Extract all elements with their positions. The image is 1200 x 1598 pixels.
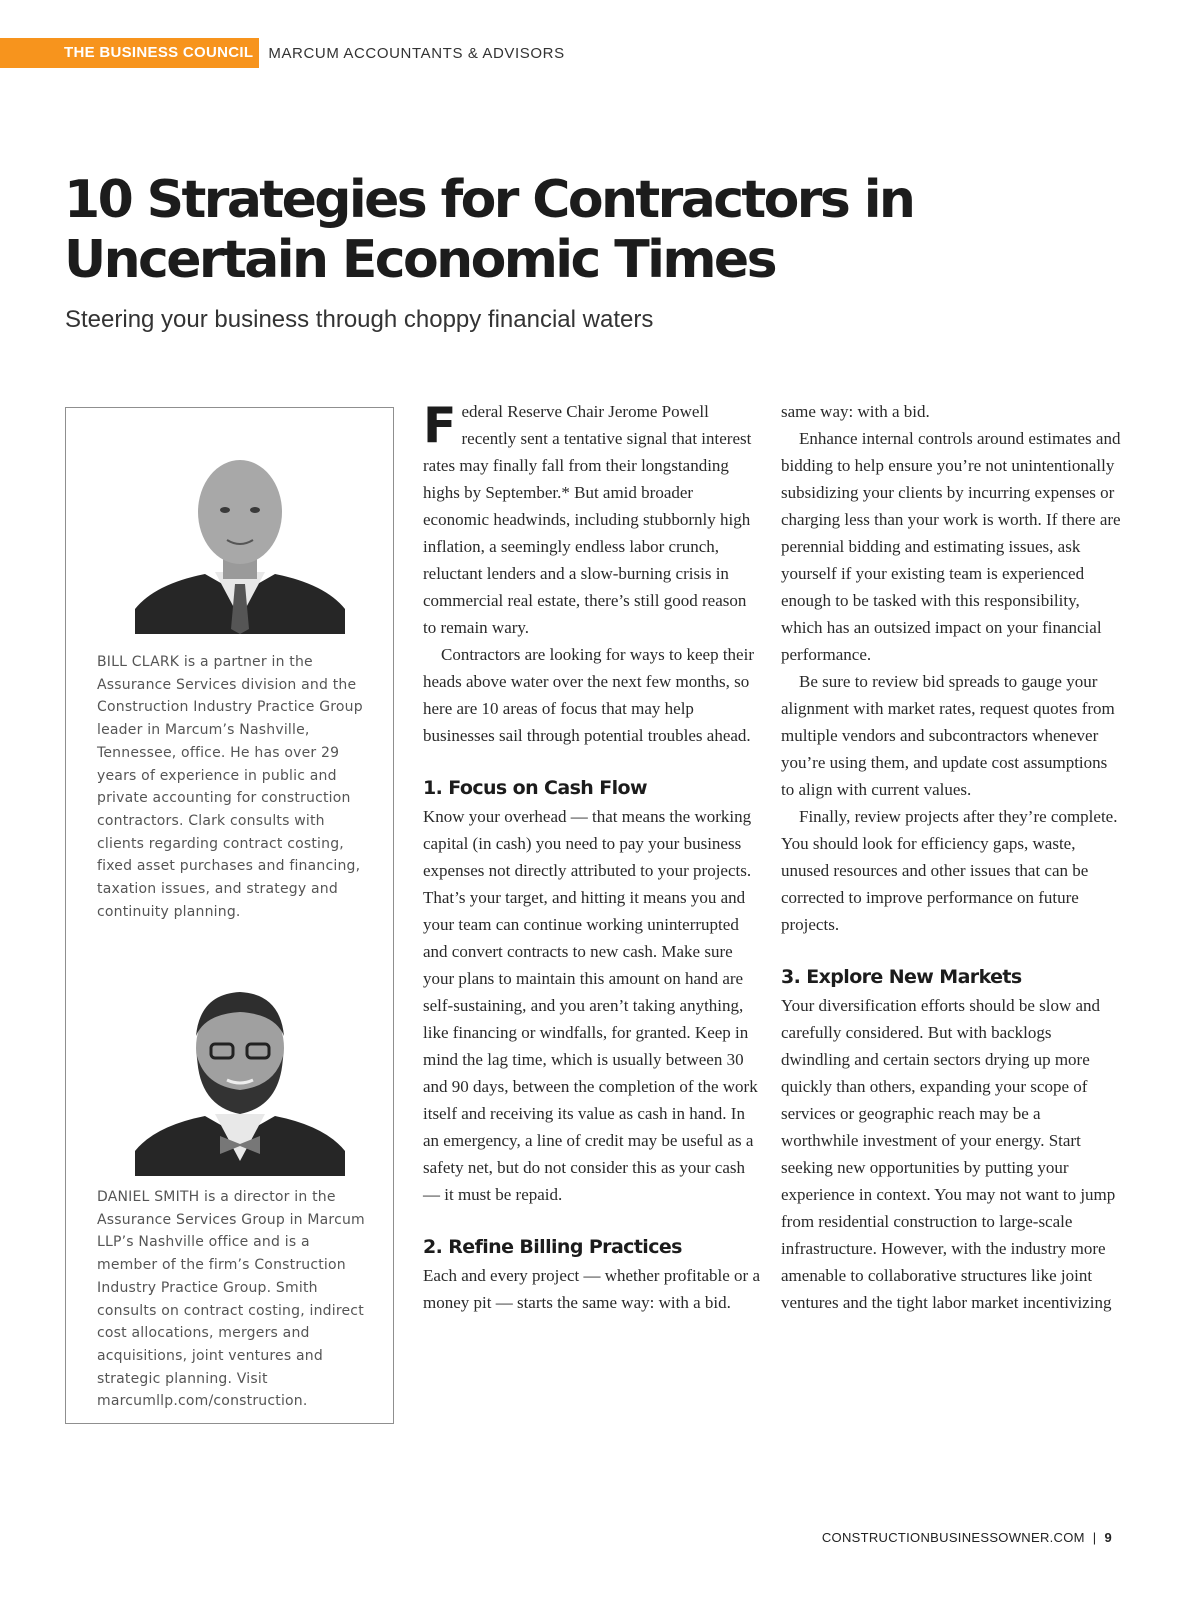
section-paragraph: Enhance internal controls around estimates and bidding to help ensure you’re not unintentionally subsidizing your clients by incurring expenses or charging less than your work is worth. If there are perennial bidding and estimating issues, ask yourself if your existing team is experienced enough to be tasked with this responsibility, which has an outsized impact on your financial performance.: [781, 429, 1121, 664]
section-heading: 2. Refine Billing Practices: [423, 1236, 682, 1258]
title-line-1: 10 Strategies for Contractors in: [64, 170, 914, 230]
article-column-1: [423, 398, 761, 1316]
headshot-photo: [135, 986, 345, 1176]
section-badge: THE BUSINESS COUNCIL: [0, 38, 259, 68]
article-column-2: [781, 398, 1121, 1316]
section-header: [0, 38, 565, 68]
section-paragraph: Know your overhead — that means the working capital (in cash) you need to pay your business expenses not directly attributed to your projects. That’s your target, and hitting it means you and your team can continue working uninterrupted and convert contracts to new cash. Make sure your plans to maintain this amount on hand are self-sustaining, and you aren’t taking anything, like financing or windfalls, for granted. Keep in mind the lag time, which is usually between 30 and 90 days, between the completion of the work itself and receiving its value as cash in hand. In an emergency, a line of credit may be useful as a safety net, but do not consider this as your cash — it must be repaid.: [423, 807, 758, 1204]
title-line-2: Uncertain Economic Times: [64, 230, 775, 290]
section-paragraph: Your diversification efforts should be slow and carefully considered. But with backlogs dwindling and certain sectors drying up more quickly than others, expanding your scope of services or geographic reach may be a worthwhile investment of your energy. Start seeking new opportunities by putting your experience in context. You may not want to jump from residential construction to large-scale infrastructure. However, with the industry more amenable to collaborative structures like joint ventures and the tight labor market incentivizing: [781, 996, 1116, 1312]
article-subtitle: Steering your business through choppy financial waters: [65, 306, 654, 333]
section-paragraph: Be sure to review bid spreads to gauge your alignment with market rates, request quotes from multiple vendors and subcontractors whenever you’re using them, and update cost assumptions to align with current values.: [781, 672, 1115, 799]
drop-cap: F: [423, 397, 457, 454]
page-footer: [822, 1530, 1112, 1545]
author-bio-text: DANIEL SMITH is a director in the Assurance Services Group in Marcum LLP’s Nashville office and is a member of the firm’s Construction Industry Practice Group. Smith consults on contract costing, indirect cost allocations, mergers and acquisitions, joint ventures and strategic planning. Visit marcumllp.com/construction.: [97, 1189, 365, 1410]
section-paragraph: Each and every project — whether profitable or a money pit — starts the same way: with a bid.: [423, 1266, 761, 1312]
section-heading: 3. Explore New Markets: [781, 966, 1022, 988]
headshot-photo: [135, 444, 345, 634]
section-paragraph-continued: same way: with a bid.: [781, 402, 930, 421]
intro-paragraph-2: Contractors are looking for ways to keep their heads above water over the next few months, so here are 10 areas of focus that may help businesses sail through potential troubles ahead.: [423, 645, 754, 745]
page-number: 9: [1104, 1530, 1112, 1545]
company-name: MARCUM ACCOUNTANTS & ADVISORS: [268, 44, 565, 62]
footer-separator: |: [1092, 1530, 1097, 1545]
author-bio-text: BILL CLARK is a partner in the Assurance Services division and the Construction Industry Practice Group leader in Marcum’s Nashville, Tennessee, office. He has over 29 years of experience in public and private accounting for construction contractors. Clark consults with clients regarding contract costing, fixed asset purchases and financing, taxation issues, and strategy and continuity planning.: [97, 654, 363, 920]
section-paragraph: Finally, review projects after they’re complete. You should look for efficiency gaps, waste, unused resources and other issues that can be corrected to improve performance on future projects.: [781, 807, 1118, 934]
section-heading: 1. Focus on Cash Flow: [423, 777, 647, 799]
author-bio-box: [65, 407, 394, 1424]
footer-site: CONSTRUCTIONBUSINESSOWNER.COM: [821, 1530, 1085, 1545]
article-title: [64, 170, 964, 290]
intro-paragraph: Federal Reserve Chair Jerome Powell recently sent a tentative signal that interest rates may finally fall from their longstanding highs by September.* But amid broader economic headwinds, including stubbornly high inflation, a seemingly endless labor crunch, reluctant lenders and a slow-burning crisis in commercial real estate, there’s still good reason to remain wary.: [423, 397, 752, 637]
